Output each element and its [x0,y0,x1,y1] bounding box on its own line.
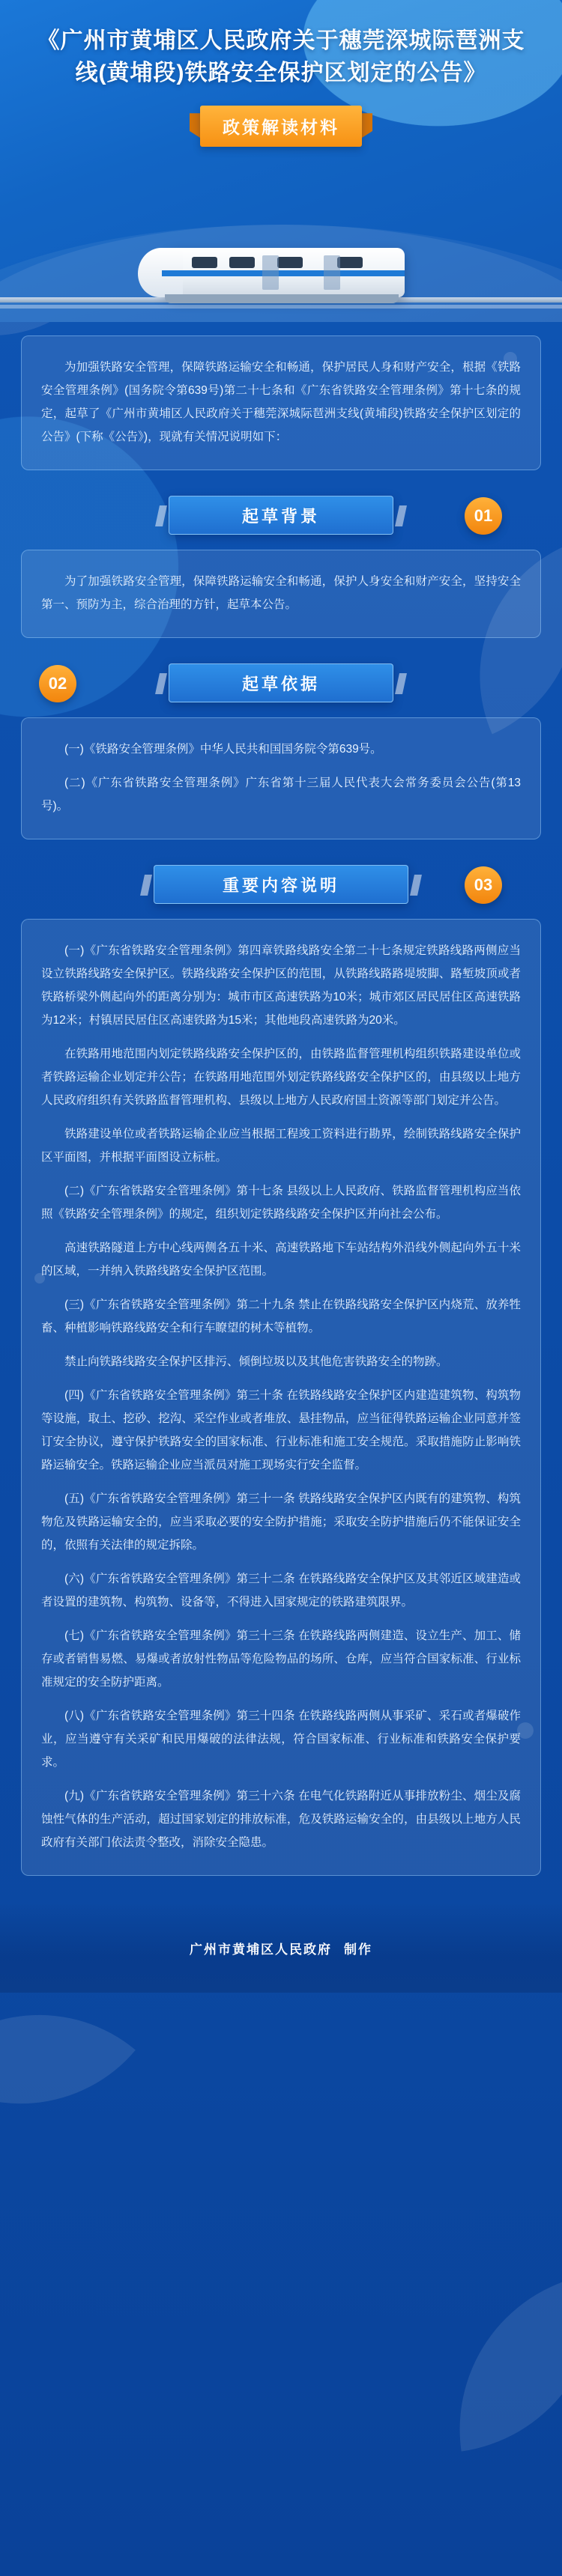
content-area [0,335,562,1876]
paragraph: 为了加强铁路安全管理，保障铁路运输安全和畅通，保护人身安全和财产安全，坚持安全第一、预防为主，综合治理的方针，起草本公告。 [41,575,521,611]
section-title-01: 起草背景 [169,496,393,535]
paragraph: 在铁路用地范围内划定铁路线路安全保护区的，由铁路监督管理机构组织铁路建设单位或者铁路运输企业划定并公告；在铁路用地范围外划定铁路线路安全保护区的，由县级以上地方人民政府组织有关铁路监督管理机构、县级以上地方人民政府国土资源等部门划定并公告。 [41,1048,521,1107]
train-illustration [0,210,562,322]
train-window [277,257,303,268]
section-body-01 [21,550,541,638]
section-title-02: 起草依据 [169,663,393,702]
footer [0,1903,562,1993]
paragraph: 禁止向铁路线路安全保护区排污、倾倒垃圾以及其他危害铁路安全的物跡。 [64,1355,448,1368]
train-stripe [162,270,405,276]
intro-paragraph: 为加强铁路安全管理，保障铁路运输安全和畅通，保护居民人身和财产安全，根据《铁路安全管理条例》(国务院令第639号)第二十七条和《广东省铁路安全管理条例》第十七条的规定，起草了《广州市黄埔区人民政府关于穗莞深城际琶洲支线(黄埔段)铁路安全保护区划定的公告》(下称《公告》)，现就有关情况说明如下： [41,361,521,443]
paragraph: (五)《广东省铁路安全管理条例》第三十一条 铁路线路安全保护区内既有的建筑物、构筑物危及铁路运输安全的，应当采取必要的安全防护措施；采取安全防护措施后仍不能保证安全的，依照有关法律的规定拆除。 [41,1492,521,1552]
policy-interpretation-ribbon: 政策解读材料 [200,106,362,147]
train-door [262,255,279,290]
paragraph: (二)《广东省铁路安全管理条例》第十七条 县级以上人民政府、铁路监督管理机构应当依照《铁路安全管理条例》的规定，组织划定铁路线路安全保护区并向社会公布。 [41,1185,521,1221]
footer-org: 广州市黄埔区人民政府 [190,1942,332,1957]
section-header-02 [21,663,541,705]
section-title-03: 重要内容说明 [154,865,408,904]
paragraph: (一)《铁路安全管理条例》中华人民共和国国务院令第639号。 [64,743,382,756]
intro-card [21,335,541,470]
section-number-03: 03 [465,866,502,904]
leaf-decoration [439,2273,562,2451]
section-number-02: 02 [39,665,76,702]
paragraph: 铁路建设单位或者铁路运输企业应当根据工程竣工资料进行勘界，绘制铁路线路安全保护区平面图，并根据平面图设立标桩。 [41,1128,521,1164]
page-title: 《广州市黄埔区人民政府关于穗莞深城际琶洲支线(黄埔段)铁路安全保护区划定的公告》 [37,28,525,85]
paragraph: (一)《广东省铁路安全管理条例》第四章铁路线路安全第二十七条规定铁路线路两侧应当设立铁路线路安全保护区。铁路线路安全保护区的范围，从铁路线路路堤坡脚、路堑坡顶或者铁路桥梁外侧起向外的距离分别为：城市市区高速铁路为10米；城市郊区居民居住区高速铁路为12米；村镇居民居住区高速铁路为15米；其他地段高速铁路为20米。 [41,944,521,1027]
paragraph: (四)《广东省铁路安全管理条例》第三十条 在铁路线路安全保护区内建造建筑物、构筑物等设施，取土、挖砂、挖沟、采空作业或者堆放、悬挂物品，应当征得铁路运输企业同意并签订安全协议，遵守保护铁路安全的国家标准、行业标准和施工安全规范。采取措施防止影响铁路运输安全。铁路运输企业应当派员对施工现场实行安全监督。 [41,1389,521,1471]
train-icon [157,248,405,297]
paragraph: (八)《广东省铁路安全管理条例》第三十四条 在铁路线路两侧从事采矿、采石或者爆破作业，应当遵守有关采矿和民用爆破的法律法规，符合国家标准、行业标准和铁路安全保护要求。 [41,1710,521,1769]
paragraph: (七)《广东省铁路安全管理条例》第三十三条 在铁路线路两侧建造、设立生产、加工、储存或者销售易燃、易爆或者放射性物品等危险物品的场所、仓库，应当符合国家标准、行业标准规定的安全防护距离。 [41,1629,521,1689]
section-number-01: 01 [465,497,502,535]
train-door [324,255,340,290]
section-header-03 [21,865,541,907]
hero-banner [0,0,562,322]
train-window [192,257,217,268]
section-body-02 [21,717,541,839]
section-header-01 [21,496,541,538]
train-window [229,257,255,268]
paragraph: 高速铁路隧道上方中心线两侧各五十米、高速铁路地下车站结构外沿线外侧起向外五十米的区域，一并纳入铁路线路安全保护区范围。 [41,1242,521,1278]
paragraph: (六)《广东省铁路安全管理条例》第三十二条 在铁路线路安全保护区及其邻近区域建造或者设置的建筑物、构筑物、设备等，不得进入国家规定的铁路建筑限界。 [41,1573,521,1609]
section-body-03 [21,919,541,1876]
rail-base [0,305,562,309]
footer-suffix: 制作 [344,1942,372,1957]
train-skirt [165,294,399,303]
paragraph: (九)《广东省铁路安全管理条例》第三十六条 在电气化铁路附近从事排放粉尘、烟尘及腐蚀性气体的生产活动，超过国家划定的排放标准，危及铁路运输安全的，由县级以上地方人民政府有关部门依法责令整改，消除安全隐患。 [41,1790,521,1849]
paragraph: (三)《广东省铁路安全管理条例》第二十九条 禁止在铁路线路安全保护区内烧荒、放养牲畜、种植影响铁路线路安全和行车瞭望的树木等植物。 [41,1298,521,1334]
ribbon-container [0,106,562,147]
train-window [337,257,363,268]
paragraph: (二)《广东省铁路安全管理条例》广东省第十三届人民代表大会常务委员会公告(第13号)。 [41,777,521,812]
